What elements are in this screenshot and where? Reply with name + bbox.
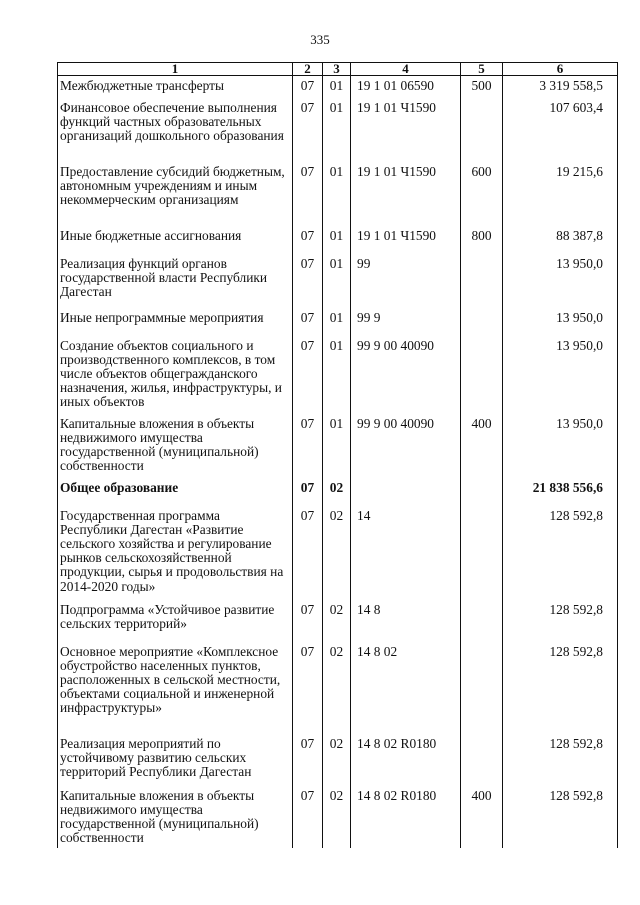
row-section-cell: 07 xyxy=(293,308,323,336)
table-row xyxy=(58,162,618,226)
budget-table xyxy=(57,62,618,848)
row-target-code-cell: 19 1 01 Ч1590 xyxy=(351,98,461,162)
row-expense-type-cell xyxy=(461,308,503,336)
row-target-code-cell: 19 1 01 Ч1590 xyxy=(351,226,461,254)
table-header xyxy=(58,63,618,76)
row-amount-cell: 107 603,4 xyxy=(503,98,618,162)
row-subsection-cell: 01 xyxy=(323,98,351,162)
row-name-cell: Общее образование xyxy=(58,478,293,506)
row-amount-cell: 128 592,8 xyxy=(503,642,618,734)
row-target-code-cell: 99 9 xyxy=(351,308,461,336)
row-target-code-cell: 99 9 00 40090 xyxy=(351,336,461,414)
row-name-cell: Создание объектов социального и производственного комплексов, в том числе объектов общегражданского назначения, жилья, инфраструктуры, и иных объектов xyxy=(58,336,293,414)
header-col-5: 5 xyxy=(461,63,503,76)
row-target-code-cell: 19 1 01 06590 xyxy=(351,76,461,98)
row-expense-type-cell xyxy=(461,336,503,414)
row-amount-cell: 128 592,8 xyxy=(503,786,618,848)
row-expense-type-cell xyxy=(461,98,503,162)
row-amount-cell: 19 215,6 xyxy=(503,162,618,226)
row-amount-cell: 13 950,0 xyxy=(503,308,618,336)
row-amount-cell: 88 387,8 xyxy=(503,226,618,254)
row-section-cell: 07 xyxy=(293,642,323,734)
row-target-code-cell: 14 xyxy=(351,506,461,600)
table-row xyxy=(58,600,618,642)
table-row xyxy=(58,98,618,162)
row-section-cell: 07 xyxy=(293,414,323,478)
row-subsection-cell: 02 xyxy=(323,786,351,848)
row-expense-type-cell: 800 xyxy=(461,226,503,254)
header-col-4: 4 xyxy=(351,63,461,76)
row-name-cell: Предоставление субсидий бюджетным, автономным учреждениям и иным некоммерческим организациям xyxy=(58,162,293,226)
row-name-cell: Иные бюджетные ассигнования xyxy=(58,226,293,254)
table-row xyxy=(58,478,618,506)
row-expense-type-cell: 600 xyxy=(461,162,503,226)
row-section-cell: 07 xyxy=(293,226,323,254)
table-row xyxy=(58,786,618,848)
row-expense-type-cell xyxy=(461,506,503,600)
row-section-cell: 07 xyxy=(293,734,323,786)
row-expense-type-cell: 400 xyxy=(461,786,503,848)
row-subsection-cell: 02 xyxy=(323,734,351,786)
row-amount-cell: 21 838 556,6 xyxy=(503,478,618,506)
row-expense-type-cell xyxy=(461,254,503,308)
row-subsection-cell: 01 xyxy=(323,226,351,254)
row-subsection-cell: 02 xyxy=(323,642,351,734)
row-expense-type-cell xyxy=(461,478,503,506)
row-target-code-cell: 99 xyxy=(351,254,461,308)
row-name-cell: Реализация мероприятий по устойчивому развитию сельских территорий Республики Дагестан xyxy=(58,734,293,786)
row-section-cell: 07 xyxy=(293,478,323,506)
row-name-cell: Реализация функций органов государственной власти Республики Дагестан xyxy=(58,254,293,308)
header-col-2: 2 xyxy=(293,63,323,76)
row-subsection-cell: 01 xyxy=(323,308,351,336)
row-name-cell: Иные непрограммные мероприятия xyxy=(58,308,293,336)
table-body xyxy=(58,76,618,848)
row-subsection-cell: 02 xyxy=(323,506,351,600)
row-section-cell: 07 xyxy=(293,98,323,162)
row-section-cell: 07 xyxy=(293,786,323,848)
row-subsection-cell: 01 xyxy=(323,162,351,226)
row-name-cell: Основное мероприятие «Комплексное обустройство населенных пунктов, расположенных в сельской местности, объектами социальной и инженерной инфраструктуры» xyxy=(58,642,293,734)
table-row xyxy=(58,734,618,786)
table-row xyxy=(58,506,618,600)
row-amount-cell: 128 592,8 xyxy=(503,734,618,786)
row-amount-cell: 13 950,0 xyxy=(503,254,618,308)
row-expense-type-cell xyxy=(461,734,503,786)
row-section-cell: 07 xyxy=(293,162,323,226)
header-col-6: 6 xyxy=(503,63,618,76)
row-expense-type-cell: 500 xyxy=(461,76,503,98)
row-subsection-cell: 01 xyxy=(323,76,351,98)
row-name-cell: Капитальные вложения в объекты недвижимого имущества государственной (муниципальной) собственности xyxy=(58,786,293,848)
row-section-cell: 07 xyxy=(293,336,323,414)
row-target-code-cell xyxy=(351,478,461,506)
header-col-3: 3 xyxy=(323,63,351,76)
row-subsection-cell: 02 xyxy=(323,600,351,642)
row-subsection-cell: 02 xyxy=(323,478,351,506)
row-target-code-cell: 19 1 01 Ч1590 xyxy=(351,162,461,226)
table-row xyxy=(58,642,618,734)
page-number: 335 xyxy=(310,32,330,47)
row-target-code-cell: 14 8 xyxy=(351,600,461,642)
row-section-cell: 07 xyxy=(293,506,323,600)
row-expense-type-cell: 400 xyxy=(461,414,503,478)
row-target-code-cell: 99 9 00 40090 xyxy=(351,414,461,478)
row-amount-cell: 13 950,0 xyxy=(503,336,618,414)
row-section-cell: 07 xyxy=(293,76,323,98)
table-row xyxy=(58,254,618,308)
row-expense-type-cell xyxy=(461,642,503,734)
row-subsection-cell: 01 xyxy=(323,336,351,414)
table-row xyxy=(58,308,618,336)
table-row xyxy=(58,226,618,254)
row-amount-cell: 128 592,8 xyxy=(503,600,618,642)
row-amount-cell: 3 319 558,5 xyxy=(503,76,618,98)
row-subsection-cell: 01 xyxy=(323,254,351,308)
row-expense-type-cell xyxy=(461,600,503,642)
row-name-cell: Финансовое обеспечение выполнения функций частных образовательных организаций дошкольного образования xyxy=(58,98,293,162)
table-row xyxy=(58,414,618,478)
row-target-code-cell: 14 8 02 R0180 xyxy=(351,734,461,786)
table-row xyxy=(58,336,618,414)
row-amount-cell: 128 592,8 xyxy=(503,506,618,600)
row-name-cell: Государственная программа Республики Дагестан «Развитие сельского хозяйства и регулирование рынков сельскохозяйственной продукции, сырья и продовольствия на 2014-2020 годы» xyxy=(58,506,293,600)
row-target-code-cell: 14 8 02 R0180 xyxy=(351,786,461,848)
row-subsection-cell: 01 xyxy=(323,414,351,478)
row-section-cell: 07 xyxy=(293,254,323,308)
header-col-1: 1 xyxy=(58,63,293,76)
row-section-cell: 07 xyxy=(293,600,323,642)
row-amount-cell: 13 950,0 xyxy=(503,414,618,478)
row-target-code-cell: 14 8 02 xyxy=(351,642,461,734)
table-row xyxy=(58,76,618,98)
row-name-cell: Капитальные вложения в объекты недвижимого имущества государственной (муниципальной) собственности xyxy=(58,414,293,478)
row-name-cell: Подпрограмма «Устойчивое развитие сельских территорий» xyxy=(58,600,293,642)
row-name-cell: Межбюджетные трансферты xyxy=(58,76,293,98)
